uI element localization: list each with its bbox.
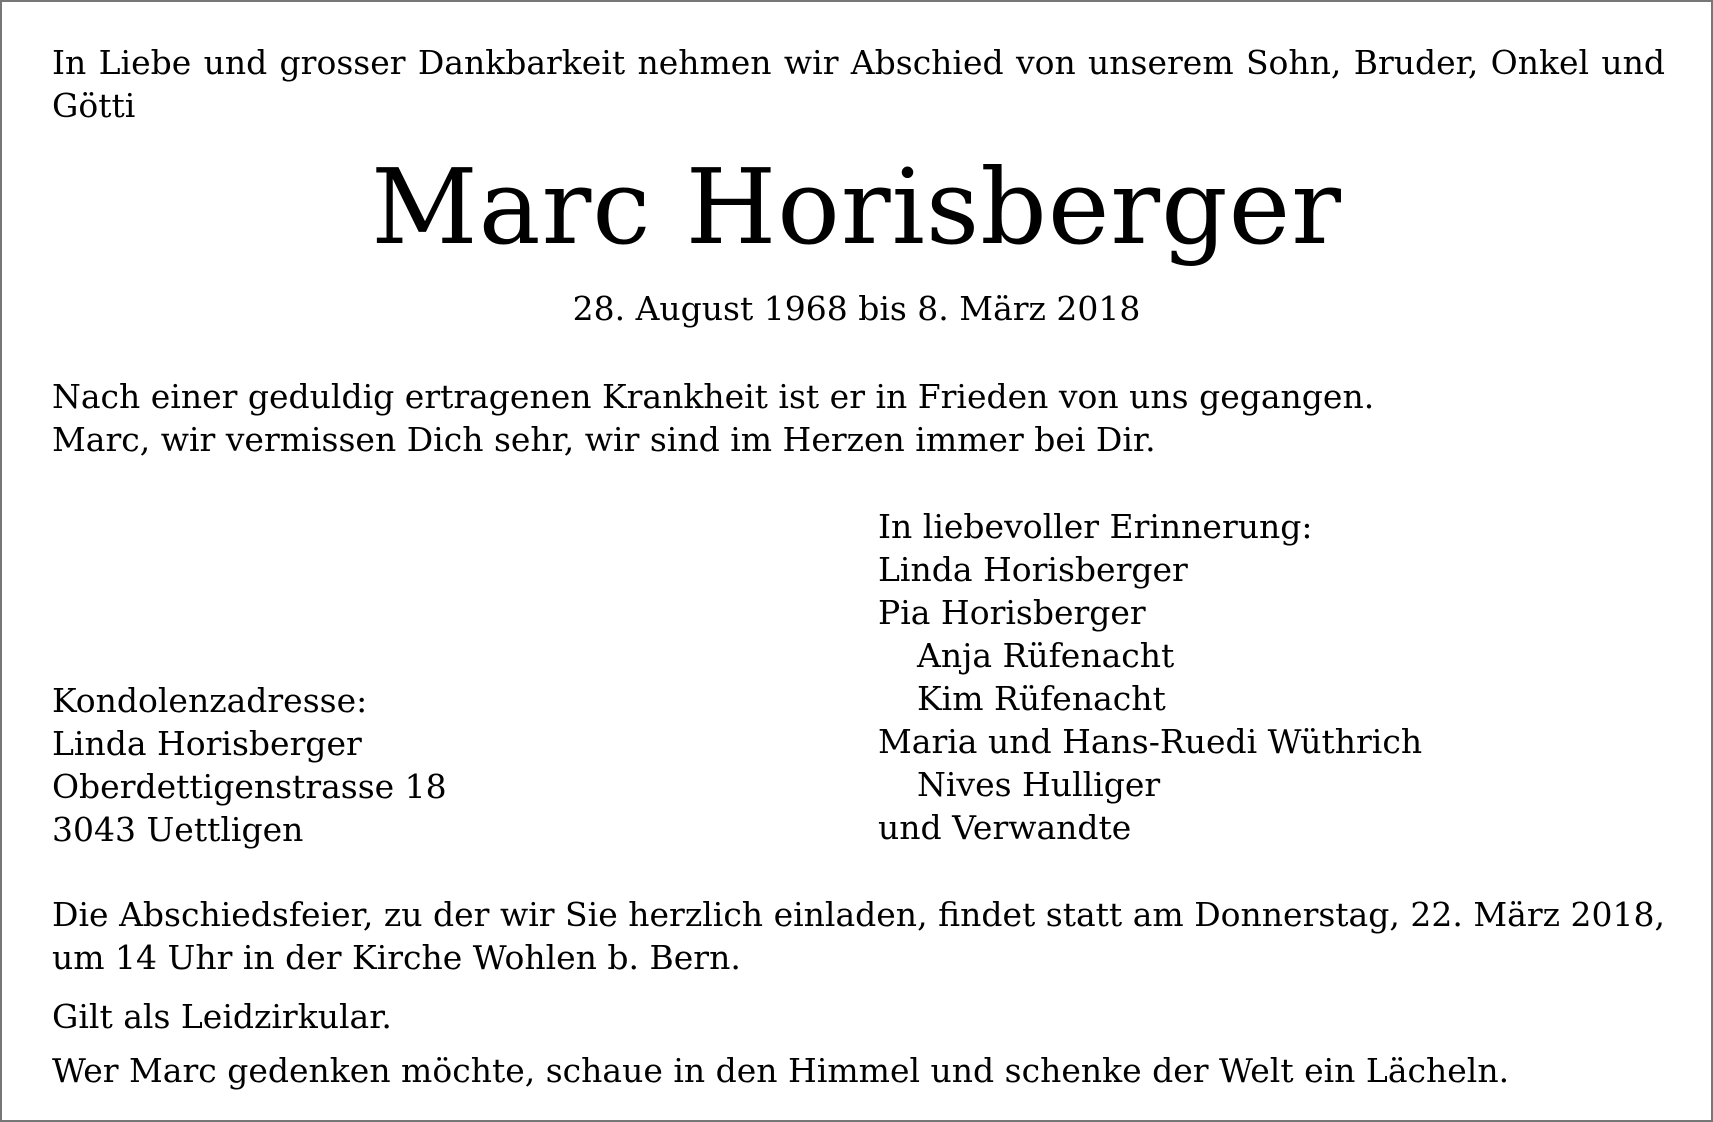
- mourners-heading: In liebevoller Erinnerung:: [878, 507, 1313, 546]
- ceremony-text: Die Abschiedsfeier, zu der wir Sie herzlich einladen, findet statt am Donnerstag, 22. März 2018, um 14 Uhr in der Kirche Wohlen b. Bern.: [52, 895, 1665, 977]
- mourner-name: Maria und Hans-Ruedi Wüthrich: [878, 722, 1423, 761]
- address-street: Oberdettigenstrasse 18: [52, 767, 447, 806]
- intro-text: In Liebe und grosser Dankbarkeit nehmen wir Abschied von unserem Sohn, Bruder, Onkel und Götti: [52, 43, 1665, 125]
- mourner-name: Pia Horisberger: [878, 593, 1146, 632]
- message-line: Nach einer geduldig ertragenen Krankheit ist er in Frieden von uns gegangen.: [52, 377, 1375, 416]
- condolence-address: [52, 679, 447, 851]
- closing-text: Wer Marc gedenken möchte, schaue in den Himmel und schenke der Welt ein Lächeln.: [52, 1051, 1510, 1090]
- message-line: Marc, wir vermissen Dich sehr, wir sind im Herzen immer bei Dir.: [52, 420, 1156, 459]
- address-city: 3043 Uettligen: [52, 810, 304, 849]
- mourner-name: Nives Hulliger: [917, 765, 1161, 804]
- mourner-name: und Verwandte: [878, 808, 1132, 847]
- life-dates: 28. August 1968 bis 8. März 2018: [572, 289, 1141, 328]
- mourner-name: Kim Rüfenacht: [917, 679, 1166, 718]
- farewell-message: [52, 375, 1665, 461]
- mourners-list: [878, 505, 1422, 849]
- circular-note: Gilt als Leidzirkular.: [52, 997, 392, 1036]
- mourner-name: Anja Rüfenacht: [917, 636, 1175, 675]
- mourner-name: Linda Horisberger: [878, 550, 1188, 589]
- address-name: Linda Horisberger: [52, 724, 362, 763]
- deceased-name: Marc Horisberger: [371, 146, 1342, 268]
- condolence-heading: Kondolenzadresse:: [52, 681, 368, 720]
